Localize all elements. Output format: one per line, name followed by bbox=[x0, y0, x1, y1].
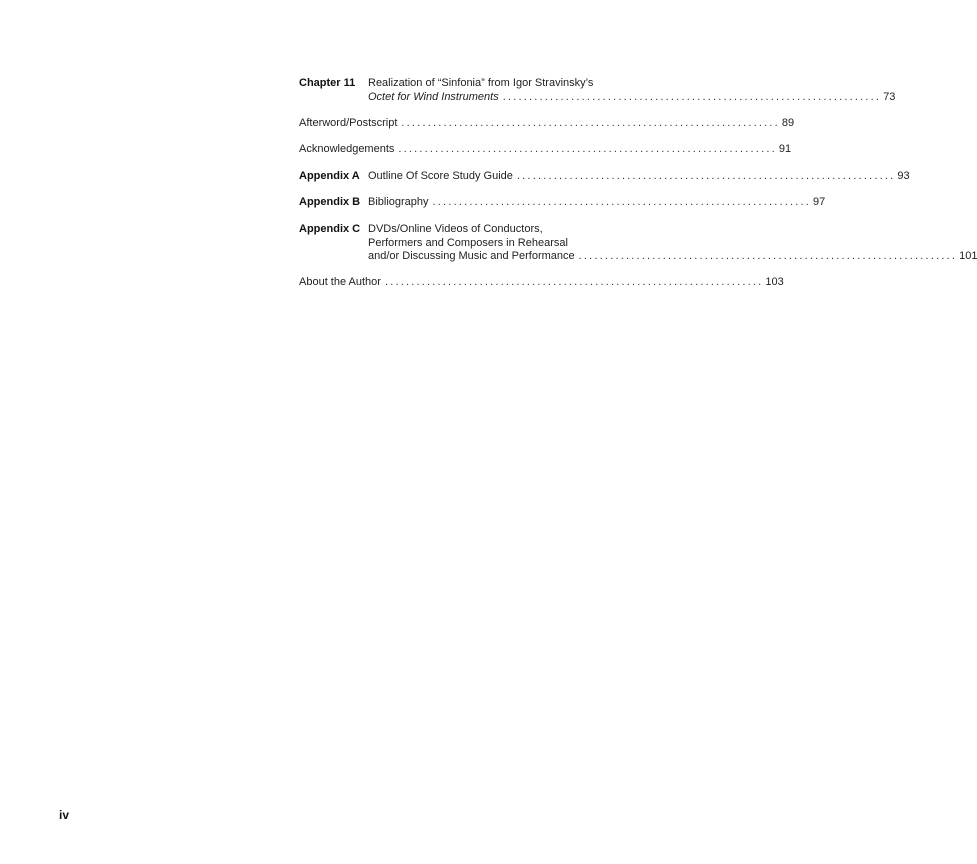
dot-leader: ........................................................................ bbox=[401, 117, 780, 129]
toc-entry-page: 89 bbox=[781, 117, 795, 129]
toc-entry-page: 103 bbox=[765, 276, 784, 288]
toc-entry-title-line: Acknowledgements bbox=[299, 143, 395, 155]
toc-entry-appendix-b bbox=[299, 196, 826, 210]
dot-leader: ........................................................................ bbox=[384, 276, 764, 288]
toc-entry-label: Chapter 11 bbox=[299, 77, 356, 89]
page-number: iv bbox=[59, 808, 70, 822]
toc-entry-title-line: Realization of “Sinfonia” from Igor Stravinsky’s bbox=[368, 77, 594, 89]
toc-entry-title-line: About the Author bbox=[299, 276, 381, 288]
dot-leader: ........................................................................ bbox=[502, 90, 882, 103]
toc-entry-label: Appendix C bbox=[299, 223, 361, 235]
toc-entry-label: Appendix A bbox=[299, 170, 360, 182]
toc-entry-title-line: Octet for Wind Instruments bbox=[368, 90, 499, 103]
toc-entry-title-line: Outline Of Score Study Guide bbox=[368, 170, 513, 182]
toc-entry-page: 93 bbox=[897, 170, 910, 182]
dot-leader: ........................................................................ bbox=[398, 143, 777, 155]
toc-entry-appendix-a bbox=[299, 170, 910, 184]
toc-entry-page: 73 bbox=[883, 90, 896, 103]
toc-entry-title-line: DVDs/Online Videos of Conductors, bbox=[368, 223, 543, 235]
dot-leader: ........................................................................ bbox=[578, 250, 958, 262]
toc-entry-appendix-c bbox=[299, 223, 977, 264]
toc-entry-page: 91 bbox=[778, 143, 792, 155]
toc-entry-page: 101 bbox=[959, 250, 977, 262]
toc-entry-about-the-author bbox=[299, 276, 784, 290]
toc-entry-page: 97 bbox=[813, 196, 826, 208]
dot-leader: ........................................................................ bbox=[432, 196, 811, 208]
toc-entry-title-line: Performers and Composers in Rehearsal bbox=[368, 236, 568, 249]
toc-entry-label: Appendix B bbox=[299, 196, 361, 208]
toc-entry-afterword bbox=[299, 117, 795, 131]
toc-entry-title-line: and/or Discussing Music and Performance bbox=[368, 250, 575, 262]
toc-entry-title-line: Bibliography bbox=[368, 196, 429, 208]
dot-leader: ........................................................................ bbox=[516, 170, 896, 182]
toc-entry-acknowledgements bbox=[299, 143, 792, 157]
toc-entry-title-line: Afterword/Postscript bbox=[299, 117, 398, 129]
toc-entry-chapter-11 bbox=[299, 77, 896, 104]
